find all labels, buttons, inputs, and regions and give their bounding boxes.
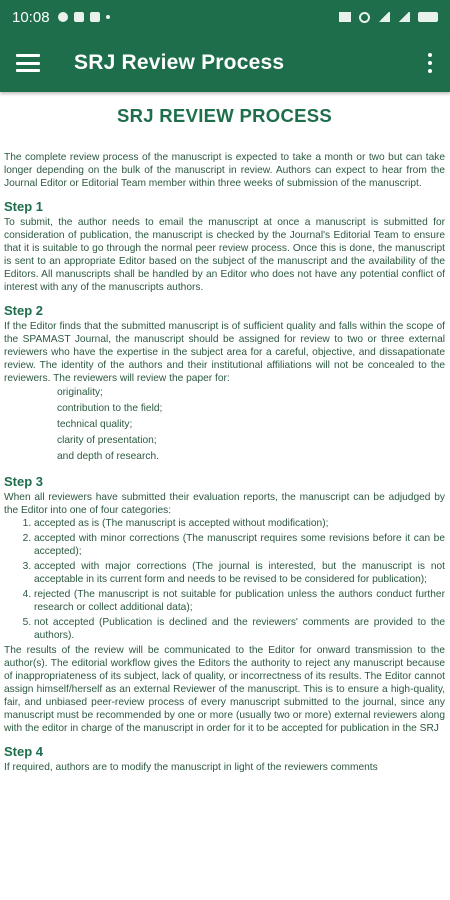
step-1-text: To submit, the author needs to email the manuscript at once a manuscript is submitted for consideration of publication, the manuscript is checked by the Journal's Editorial Team to ensure that it is suitable to go through the normal peer review process. Once this is done, the manuscript is sent to an appropriate Editor based on the subject of the manuscript and the availability of the Editors. All manuscripts shall be handled by an Editor who does not have any potential conflict of interest with any of the manuscripts authors. — [4, 217, 445, 293]
system-icons — [339, 12, 438, 23]
category-item: 1. accepted as is (The manuscript is accepted without modification); — [34, 517, 445, 530]
criteria-item: contribution to the field; — [57, 403, 163, 414]
app-title: SRJ Review Process — [74, 51, 285, 74]
step-3-heading: Step 3 — [4, 474, 44, 489]
criteria-item: originality; — [57, 387, 103, 398]
criteria-item: technical quality; — [57, 419, 133, 430]
step-4-text: If required, authors are to modify the manuscript in light of the reviewers comments — [4, 762, 378, 773]
criteria-item: and depth of research. — [57, 451, 159, 462]
document-title: SRJ REVIEW PROCESS — [116, 105, 333, 126]
review-criteria-list — [4, 385, 445, 465]
messenger-icon — [58, 12, 68, 22]
category-item: 2. accepted with minor corrections (The manuscript requires some revisions before it can be accepted); — [34, 532, 445, 558]
criteria-item: clarity of presentation; — [57, 435, 157, 446]
data-saver-icon — [339, 12, 351, 22]
hamburger-menu-icon[interactable] — [16, 54, 40, 72]
app-bar — [0, 34, 450, 92]
battery-icon — [418, 12, 438, 22]
status-time: 10:08 — [12, 8, 50, 26]
alarm-icon — [359, 12, 370, 23]
category-item: 5. not accepted (Publication is declined and the reviewers' comments are provided to the authors). — [34, 616, 445, 642]
signal-icon-2 — [398, 12, 410, 22]
more-notifications-icon — [106, 15, 110, 19]
intro-paragraph: The complete review process of the manuscript is expected to take a month or two but can take longer depending on the bulk of the manuscript in review. Authors can expect to hear from the Journal Editor or Editorial Team member within three weeks of submission of the manuscript. — [4, 152, 445, 189]
category-item: 4. rejected (The manuscript is not suitable for publication unless the authors conduct further research or collect additional data); — [34, 588, 445, 614]
step-1-heading: Step 1 — [4, 199, 44, 214]
step-2-heading: Step 2 — [4, 303, 44, 318]
app-notification-icon — [74, 12, 84, 22]
step-2-text: If the Editor finds that the submitted manuscript is of sufficient quality and falls within the scope of the SPAMAST Journal, the manuscript should be assigned for review to two or three external reviewers who have the expertise in the subject area for a careful, objective, and dissapationate review. The identity of the authors and their institutional affiliations will not be concealed to the reviewers. The reviewers will review the paper for: — [4, 321, 445, 384]
review-categories-list — [4, 517, 445, 642]
step-3-text: When all reviewers have submitted their evaluation reports, the manuscript can be adjudged by the Editor into one of four categories: — [4, 492, 445, 516]
tiktok-icon — [90, 12, 100, 22]
signal-icon — [378, 12, 390, 22]
step-3-closing: The results of the review will be communicated to the Editor for onward transmission to the author(s). The editorial workflow gives the Editors the authority to reject any manuscript because of inappropriateness of its subject, lack of quality, or incorrectness of its results. The Editor cannot assign himself/herself as an external Reviewer of the manuscript. This is to ensure a high-quality, fair, and unbiased peer-review process of every manuscript submitted to the journal, since any manuscript must be recommended by one or more (usually two or more) external reviewers along with the editor in charge of the manuscript in order for it to be accepted for publication in the SRJ — [4, 645, 445, 734]
more-options-icon[interactable] — [426, 53, 434, 73]
document-content[interactable] — [0, 92, 450, 900]
step-4-heading: Step 4 — [4, 744, 44, 759]
notification-icons — [58, 12, 110, 22]
category-item: 3. accepted with major corrections (The journal is interested, but the manuscript is not acceptable in its current form and needs to be revised to be considered for publication); — [34, 560, 445, 586]
status-bar — [0, 0, 450, 34]
